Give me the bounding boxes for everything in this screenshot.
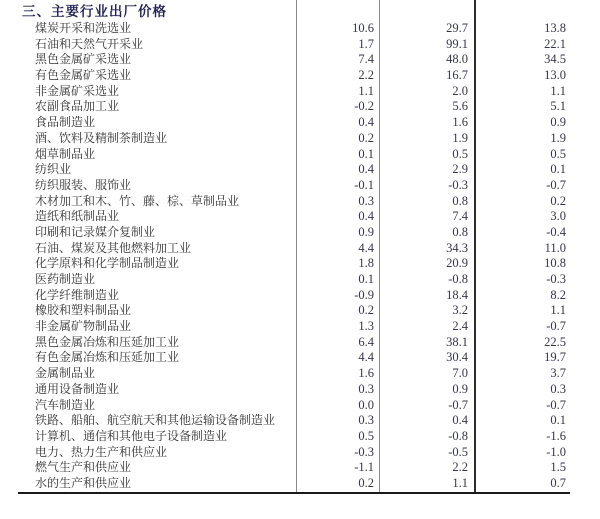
value-cell-col2: 20.9: [380, 256, 476, 272]
value-cell-col3: -0.7: [546, 319, 566, 334]
industry-name-cell: 食品制造业: [0, 115, 297, 131]
value-cell-col1: 7.4: [297, 52, 380, 68]
industry-name-cell: 印刷和记录媒介复制业: [0, 225, 297, 241]
value-cell-col3: 13.8: [544, 21, 566, 35]
value-cell-col3: 34.5: [544, 52, 566, 67]
value-cell-col3: 0.3: [550, 381, 566, 396]
table-row: [0, 272, 600, 288]
industry-name-cell: 农副食品加工业: [0, 99, 297, 115]
value-cell-col2: 99.1: [380, 37, 476, 53]
value-cell-col3: 10.8: [544, 256, 566, 271]
value-cell-col1: 1.1: [297, 84, 380, 100]
value-cell-col2: -0.5: [380, 445, 476, 461]
value-cell-col2: 34.3: [380, 241, 476, 257]
table-row: [0, 429, 600, 445]
value-cell-col3: 22.1: [544, 36, 566, 51]
value-cell-col3: 13.0: [544, 68, 566, 83]
table-bottom-border: [18, 492, 570, 494]
value-cell-col1: 0.2: [297, 131, 380, 147]
value-cell-col2: 38.1: [380, 335, 476, 351]
industry-name-cell: 纺织服装、服饰业: [0, 178, 297, 194]
value-cell-col3: 8.2: [550, 287, 566, 302]
value-cell-col1: 0.2: [297, 303, 380, 319]
value-cell-col1: 0.0: [297, 398, 380, 414]
value-cell-col3: 19.7: [544, 350, 566, 365]
value-cell-col2: -0.7: [380, 398, 476, 414]
value-cell-col3: -0.7: [546, 397, 566, 412]
industry-name-cell: 酒、饮料及精制茶制造业: [0, 131, 297, 147]
industry-name-cell: 石油和天然气开采业: [0, 37, 297, 53]
table-row: [0, 303, 600, 319]
value-cell-col1: 2.2: [297, 68, 380, 84]
industry-name-cell: 化学原料和化学制品制造业: [0, 256, 297, 272]
value-cell-col3: -0.3: [546, 272, 566, 286]
industry-name-cell: 电力、热力生产和供应业: [0, 445, 297, 461]
table-row: [0, 37, 600, 53]
industry-name-cell: 非金属矿物制品业: [0, 319, 297, 335]
table-row: [0, 52, 600, 68]
value-cell-col1: 0.3: [297, 413, 380, 429]
industry-name-cell: 木材加工和木、竹、藤、棕、草制品业: [0, 194, 297, 210]
industry-name-cell: 汽车制造业: [0, 398, 297, 414]
section-title: 三、主要行业出厂价格: [0, 0, 297, 21]
industry-name-cell: 化学纤维制造业: [0, 288, 297, 304]
value-cell-col1: 0.1: [297, 147, 380, 163]
value-cell-col2: 0.5: [380, 147, 476, 163]
value-cell-col2: 2.2: [380, 460, 476, 476]
value-cell-col2: -0.3: [380, 178, 476, 194]
industry-name-cell: 造纸和纸制品业: [0, 209, 297, 225]
value-cell-col1: 0.1: [297, 272, 380, 288]
value-cell-col2: 1.6: [380, 115, 476, 131]
value-cell-col1: 0.3: [297, 194, 380, 210]
table-row: [0, 178, 600, 194]
value-cell-col2: 48.0: [380, 52, 476, 68]
industry-name-cell: 黑色金属冶炼和压延加工业: [0, 335, 297, 351]
value-cell-col2: 1.9: [380, 131, 476, 147]
value-cell-col3: 0.5: [550, 146, 566, 161]
value-cell-col3: 0.7: [550, 475, 566, 490]
value-cell-col3: -1.0: [546, 444, 566, 459]
industry-name-cell: 计算机、通信和其他电子设备制造业: [0, 429, 297, 445]
value-cell-col1: 0.4: [297, 209, 380, 225]
header-spacer-col3: [476, 0, 600, 21]
table-row: [0, 241, 600, 257]
industry-name-cell: 纺织业: [0, 162, 297, 178]
table-row: [0, 288, 600, 304]
value-cell-col1: 1.3: [297, 319, 380, 335]
value-cell-col1: -0.2: [297, 99, 380, 115]
value-cell-col3: 1.1: [550, 83, 566, 98]
value-cell-col1: 1.6: [297, 366, 380, 382]
value-cell-col2: -0.8: [380, 272, 476, 288]
table-body: [0, 21, 600, 492]
industry-name-cell: 有色金属冶炼和压延加工业: [0, 350, 297, 366]
industry-name-cell: 黑色金属矿采选业: [0, 52, 297, 68]
value-cell-col2: 16.7: [380, 68, 476, 84]
industry-name-cell: 石油、煤炭及其他燃料加工业: [0, 241, 297, 257]
value-cell-col2: -0.8: [380, 429, 476, 445]
table-row: [0, 413, 600, 429]
value-cell-col3: -0.4: [546, 224, 566, 239]
table-row: [0, 68, 600, 84]
industry-name-cell: 烟草制品业: [0, 147, 297, 163]
table-row: [0, 319, 600, 335]
value-cell-col3: -1.6: [546, 428, 566, 443]
value-cell-col2: 30.4: [380, 350, 476, 366]
value-cell-col3: 1.9: [550, 130, 566, 145]
value-cell-col3: 0.9: [550, 115, 566, 130]
value-cell-col1: -0.9: [297, 288, 380, 304]
value-cell-col1: -1.1: [297, 460, 380, 476]
value-cell-col2: 2.9: [380, 162, 476, 178]
value-cell-col2: 1.1: [380, 476, 476, 492]
table-row: [0, 398, 600, 414]
value-cell-col3: 5.1: [550, 99, 566, 114]
table-row: [0, 115, 600, 131]
industry-name-cell: 非金属矿采选业: [0, 84, 297, 100]
table-row: [0, 476, 600, 492]
table-row: [0, 209, 600, 225]
table-row: [0, 99, 600, 115]
value-cell-col2: 7.4: [380, 209, 476, 225]
value-cell-col2: 0.4: [380, 413, 476, 429]
value-cell-col2: 0.8: [380, 194, 476, 210]
value-cell-col3: 0.1: [550, 162, 566, 177]
value-cell-col2: 0.8: [380, 225, 476, 241]
value-cell-col1: 0.4: [297, 115, 380, 131]
value-cell-col1: 6.4: [297, 335, 380, 351]
value-cell-col2: 29.7: [380, 21, 476, 37]
value-cell-col2: 3.2: [380, 303, 476, 319]
value-cell-col3: 1.1: [550, 303, 566, 318]
industry-name-cell: 通用设备制造业: [0, 382, 297, 398]
value-cell-col3: 0.2: [550, 193, 566, 208]
value-cell-col3: -0.7: [546, 177, 566, 192]
table-row: [0, 382, 600, 398]
industry-name-cell: 有色金属矿采选业: [0, 68, 297, 84]
value-cell-col1: 10.6: [297, 21, 380, 37]
value-cell-col1: -0.3: [297, 445, 380, 461]
value-cell-col1: 0.2: [297, 476, 380, 492]
table-row: [0, 162, 600, 178]
value-cell-col2: 7.0: [380, 366, 476, 382]
value-cell-col1: 0.5: [297, 429, 380, 445]
value-cell-col1: 0.3: [297, 382, 380, 398]
industry-name-cell: 医药制造业: [0, 272, 297, 288]
industry-name-cell: 燃气生产和供应业: [0, 460, 297, 476]
table-row: [0, 460, 600, 476]
industry-name-cell: 铁路、船舶、航空航天和其他运输设备制造业: [0, 413, 297, 429]
value-cell-col3: 3.7: [550, 366, 566, 381]
value-cell-col2: 0.9: [380, 382, 476, 398]
value-cell-col1: 0.9: [297, 225, 380, 241]
table-row: [0, 21, 600, 37]
value-cell-col1: 4.4: [297, 241, 380, 257]
header-spacer-col2: [380, 0, 476, 21]
value-cell-col2: 2.0: [380, 84, 476, 100]
value-cell-col1: -0.1: [297, 178, 380, 194]
industry-name-cell: 金属制品业: [0, 366, 297, 382]
table-row: [0, 335, 600, 351]
table-row: [0, 366, 600, 382]
value-cell-col3: 11.0: [544, 240, 566, 255]
value-cell-col3: 0.1: [550, 413, 566, 428]
value-cell-col1: 1.7: [297, 37, 380, 53]
value-cell-col2: 2.4: [380, 319, 476, 335]
value-cell-col3: 3.0: [550, 209, 566, 224]
table-row: [0, 147, 600, 163]
industry-name-cell: 煤炭开采和洗选业: [0, 21, 297, 37]
table-row: [0, 131, 600, 147]
value-cell-col2: 5.6: [380, 99, 476, 115]
value-cell-col3: 22.5: [544, 334, 566, 349]
value-cell-col3: 1.5: [550, 460, 566, 475]
industry-name-cell: 橡胶和塑料制品业: [0, 303, 297, 319]
value-cell-col2: 18.4: [380, 288, 476, 304]
value-cell-col1: 0.4: [297, 162, 380, 178]
table-row: [0, 350, 600, 366]
industry-name-cell: 水的生产和供应业: [0, 476, 297, 492]
table-header-row: [0, 0, 600, 21]
table-row: [0, 256, 600, 272]
table-row: [0, 84, 600, 100]
header-spacer-col1: [297, 0, 380, 21]
value-cell-col1: 4.4: [297, 350, 380, 366]
table-row: [0, 194, 600, 210]
table-row: [0, 445, 600, 461]
value-cell-col1: 1.8: [297, 256, 380, 272]
table-row: [0, 225, 600, 241]
